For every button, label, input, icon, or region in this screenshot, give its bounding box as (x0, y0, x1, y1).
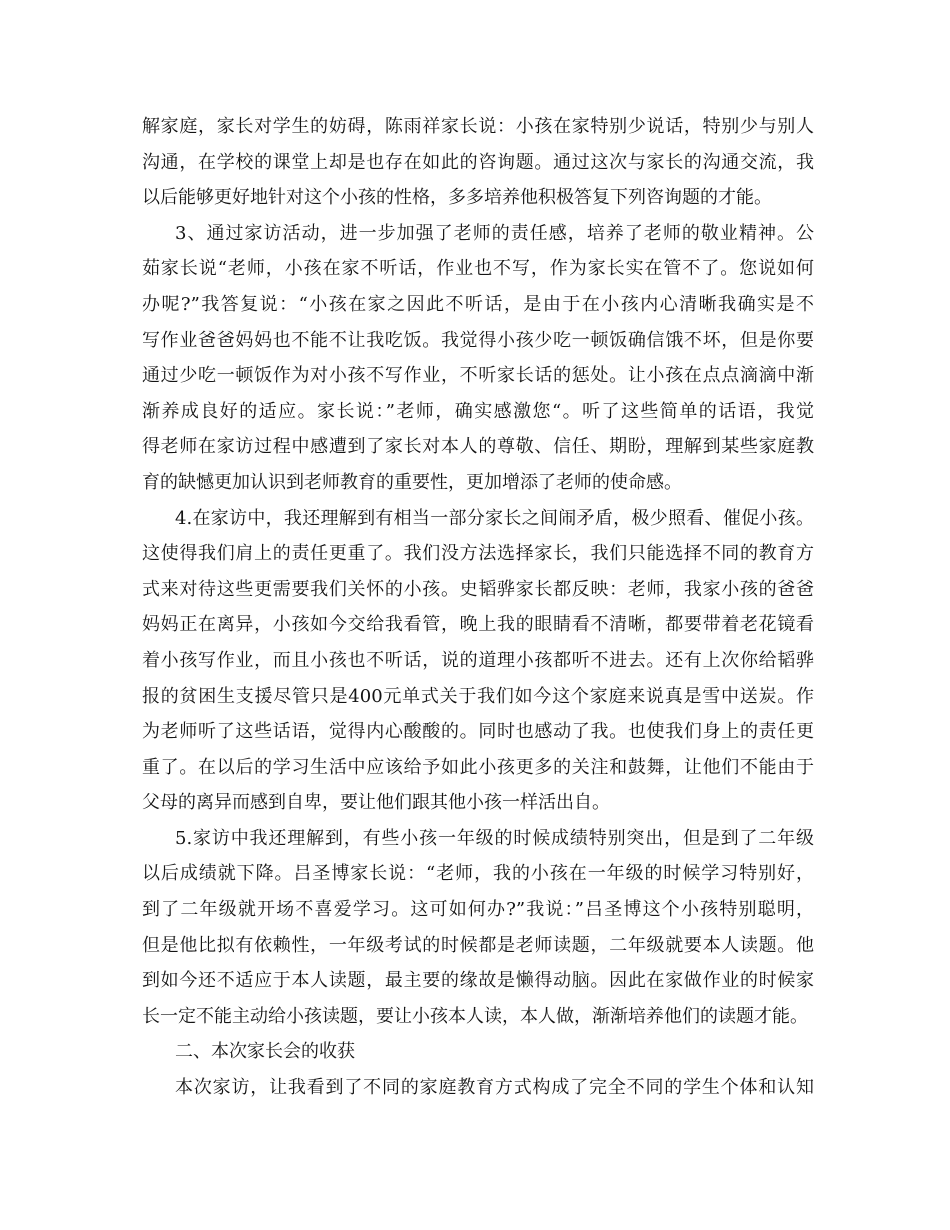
section-heading: 二、本次家长会的收获 (175, 1041, 355, 1063)
text-line: 渐养成良好的适应。家长说：”老师，确实感激您“。听了这些简单的话语，我觉 (142, 400, 814, 422)
text-line: 到了二年级就开场不喜爱学习。这可如何办?”我说：”吕圣博这个小孩特别聪明， (142, 899, 814, 921)
text-line: 解家庭，家长对学生的妨碍，陈雨祥家长说：小孩在家特别少说话，特别少与别人 (142, 116, 814, 137)
paragraph-start-line: 4.在家访中，我还理解到有相当一部分家长之间闹矛盾，极少照看、催促小孩。 (175, 507, 814, 529)
paragraph-start-line: 3、通过家访活动，进一步加强了老师的责任感，培养了老师的敬业精神。公 (175, 222, 814, 244)
text-line: 父母的离异而感到自卑，要让他们跟其他小孩一样活出自。 (142, 792, 610, 814)
text-line: 但是他比拟有依赖性，一年级考试的时候都是老师读题，二年级就要本人读题。他 (142, 934, 814, 956)
paragraph-start-line: 本次家访，让我看到了不同的家庭教育方式构成了完全不同的学生个体和认知 (175, 1077, 814, 1099)
text-line: 沟通，在学校的课堂上却是也存在如此的咨询题。通过这次与家长的沟通交流，我 (142, 151, 814, 173)
text-line: 这使得我们肩上的责任更重了。我们没方法选择家长，我们只能选择不同的教育方 (142, 543, 814, 565)
text-line: 茹家长说“老师，小孩在家不听话，作业也不写，作为家长实在管不了。您说如何 (142, 258, 814, 280)
document-body (142, 109, 814, 1106)
text-line: 重了。在以后的学习生活中应该给予如此小孩更多的关注和鼓舞，让他们不能由于 (142, 756, 814, 778)
text-line: 以后能够更好地针对这个小孩的性格，多多培养他积极答复下列咨询题的才能。 (142, 187, 772, 209)
text-line: 妈妈正在离异，小孩如今交给我看管，晚上我的眼睛看不清晰，都要带着老花镜看 (142, 614, 814, 636)
text-line: 通过少吃一顿饭作为对小孩不写作业，不听家长话的惩处。让小孩在点点滴滴中渐 (142, 365, 814, 387)
text-line: 到如今还不适应于本人读题，最主要的缘故是懒得动脑。因此在家做作业的时候家 (142, 970, 814, 992)
text-line: 式来对待这些更需要我们关怀的小孩。史韬骅家长都反映：老师，我家小孩的爸爸 (142, 578, 814, 600)
text-line: 报的贫困生支援尽管只是400元单式关于我们如今这个家庭来说真是雪中送炭。作 (142, 685, 814, 707)
text-line: 以后成绩就下降。吕圣博家长说：“老师，我的小孩在一年级的时候学习特别好， (142, 863, 814, 885)
text-line: 育的缺憾更加认识到老师教育的重要性，更加增添了老师的使命感。 (142, 471, 682, 493)
paragraph-start-line: 5.家访中我还理解到，有些小孩一年级的时候成绩特别突出，但是到了二年级 (175, 827, 814, 849)
text-line: 得老师在家访过程中感遭到了家长对本人的尊敬、信任、期盼，理解到某些家庭教 (142, 436, 814, 458)
text-line: 长一定不能主动给小孩读题，要让小孩本人读，本人做，渐渐培养他们的读题才能。 (142, 1005, 808, 1027)
text-line: 写作业爸爸妈妈也不能不让我吃饭。我觉得小孩少吃一顿饭确信饿不坏，但是你要 (142, 329, 814, 351)
text-line: 办呢?”我答复说：“小孩在家之因此不听话，是由于在小孩内心清晰我确实是不 (142, 293, 814, 315)
text-line: 着小孩写作业，而且小孩也不听话，说的道理小孩都听不进去。还有上次你给韬骅 (142, 649, 814, 671)
text-line: 为老师听了这些话语，觉得内心酸酸的。同时也感动了我。也使我们身上的责任更 (142, 721, 814, 743)
